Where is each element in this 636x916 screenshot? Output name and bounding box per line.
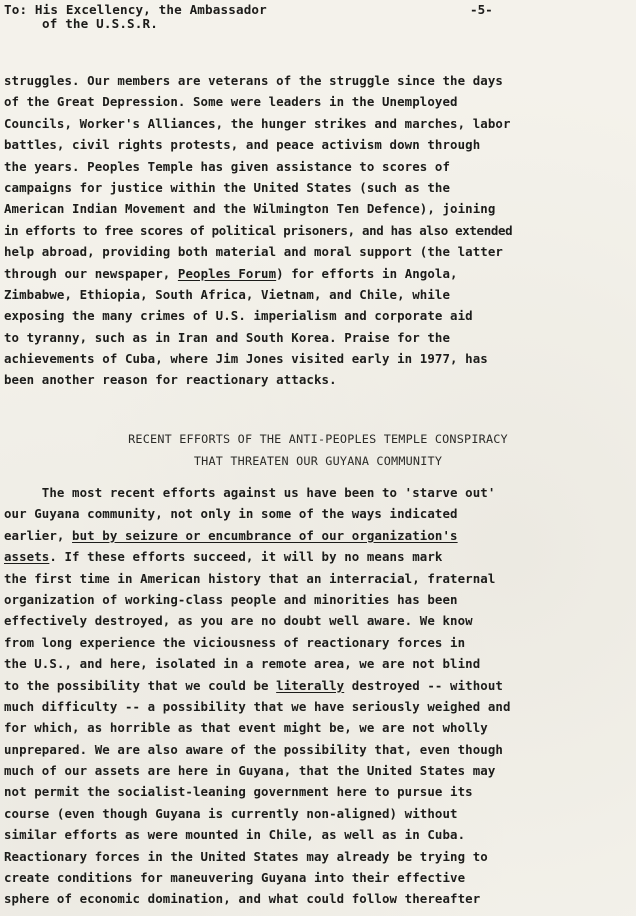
text-line: much difficulty -- a possibility that we have seriously weighed and (4, 698, 511, 714)
text-line: for which, as horrible as that event might be, we are not wholly (4, 720, 488, 736)
paragraph-1 (4, 70, 636, 391)
text-line: our Guyana community, not only in some of the ways indicated (4, 506, 458, 522)
text-line (4, 525, 636, 546)
text-line: effectively destroyed, as you are no doubt well aware. We know (4, 613, 473, 629)
text-line: much of our assets are here in Guyana, that the United States may (4, 763, 496, 779)
underlined-phrase: but by seizure or encumbrance of our organization's (72, 527, 458, 543)
text-segment: destroyed -- without (344, 677, 503, 693)
text-line: Reactionary forces in the United States may already be trying to (4, 848, 488, 864)
text-line: Councils, Worker's Alliances, the hunger strikes and marches, labor (4, 115, 511, 131)
section-heading-line-1: RECENT EFFORTS OF THE ANTI-PEOPLES TEMPLE CONSPIRACY (128, 432, 508, 446)
text-line: create conditions for maneuvering Guyana into their effective (4, 870, 466, 886)
underlined-word: assets (4, 549, 50, 565)
text-line: of the Great Depression. Some were leaders in the Unemployed (4, 94, 458, 110)
letter-header (4, 2, 604, 36)
newspaper-title: Peoples Forum (177, 265, 277, 281)
paragraph-2 (4, 482, 636, 910)
text-line: Zimbabwe, Ethiopia, South Africa, Vietnam, and Chile, while (4, 286, 451, 302)
text-line: battles, civil rights protests, and peace activism down through (4, 137, 481, 153)
text-line: in efforts to free scores of political prisoners, and has also extended (4, 222, 513, 238)
text-line: help abroad, providing both material and moral support (the latter (4, 244, 503, 260)
text-line: similar efforts as were mounted in Chile, as well as in Cuba. (4, 827, 466, 843)
text-line: the first time in American history that an interracial, fraternal (4, 570, 496, 586)
page-number: -5- (470, 2, 493, 17)
text-segment: . If these efforts succeed, it will by no means mark (49, 549, 443, 565)
text-line: been another reason for reactionary attacks. (4, 372, 337, 388)
text-line: to tyranny, such as in Iran and South Korea. Praise for the (4, 329, 451, 345)
section-heading-line-2: THAT THREATEN OUR GUYANA COMMUNITY (193, 454, 443, 468)
text-line: exposing the many crimes of U.S. imperialism and corporate aid (4, 308, 473, 324)
text-line (4, 675, 636, 696)
text-line: sphere of economic domination, and what could follow thereafter (4, 891, 481, 907)
text-line: organization of working-class people and minorities has been (4, 591, 458, 607)
text-line: struggles. Our members are veterans of the struggle since the days (4, 73, 503, 88)
text-segment: through our newspaper, (4, 265, 178, 281)
text-line: campaigns for justice within the United States (such as the (4, 179, 451, 195)
text-line (4, 263, 636, 284)
text-line: the years. Peoples Temple has given assistance to scores of (4, 158, 451, 174)
text-line: course (even though Guyana is currently non-aligned) without (4, 805, 458, 821)
text-line: from long experience the viciousness of reactionary forces in (4, 634, 466, 650)
text-line (4, 546, 636, 567)
recipient-line-2: of the U.S.S.R. (42, 16, 158, 31)
text-line: unprepared. We are also aware of the possibility that, even though (4, 741, 503, 757)
text-line: The most recent efforts against us have been to 'starve out' (4, 485, 496, 500)
text-line: not permit the socialist-leaning government here to pursue its (4, 784, 473, 800)
text-segment: to the possibility that we could be (4, 677, 277, 693)
text-line: achievements of Cuba, where Jim Jones visited early in 1977, has (4, 351, 488, 367)
section-heading (0, 428, 636, 472)
text-segment: ) for efforts in Angola, (276, 265, 458, 281)
recipient-line: To: His Excellency, the Ambassador (4, 2, 267, 17)
text-line: American Indian Movement and the Wilmington Ten Defence), joining (4, 201, 496, 217)
underlined-word: literally (276, 677, 345, 693)
text-line: the U.S., and here, isolated in a remote area, we are not blind (4, 656, 481, 672)
text-segment: earlier, (4, 527, 73, 543)
